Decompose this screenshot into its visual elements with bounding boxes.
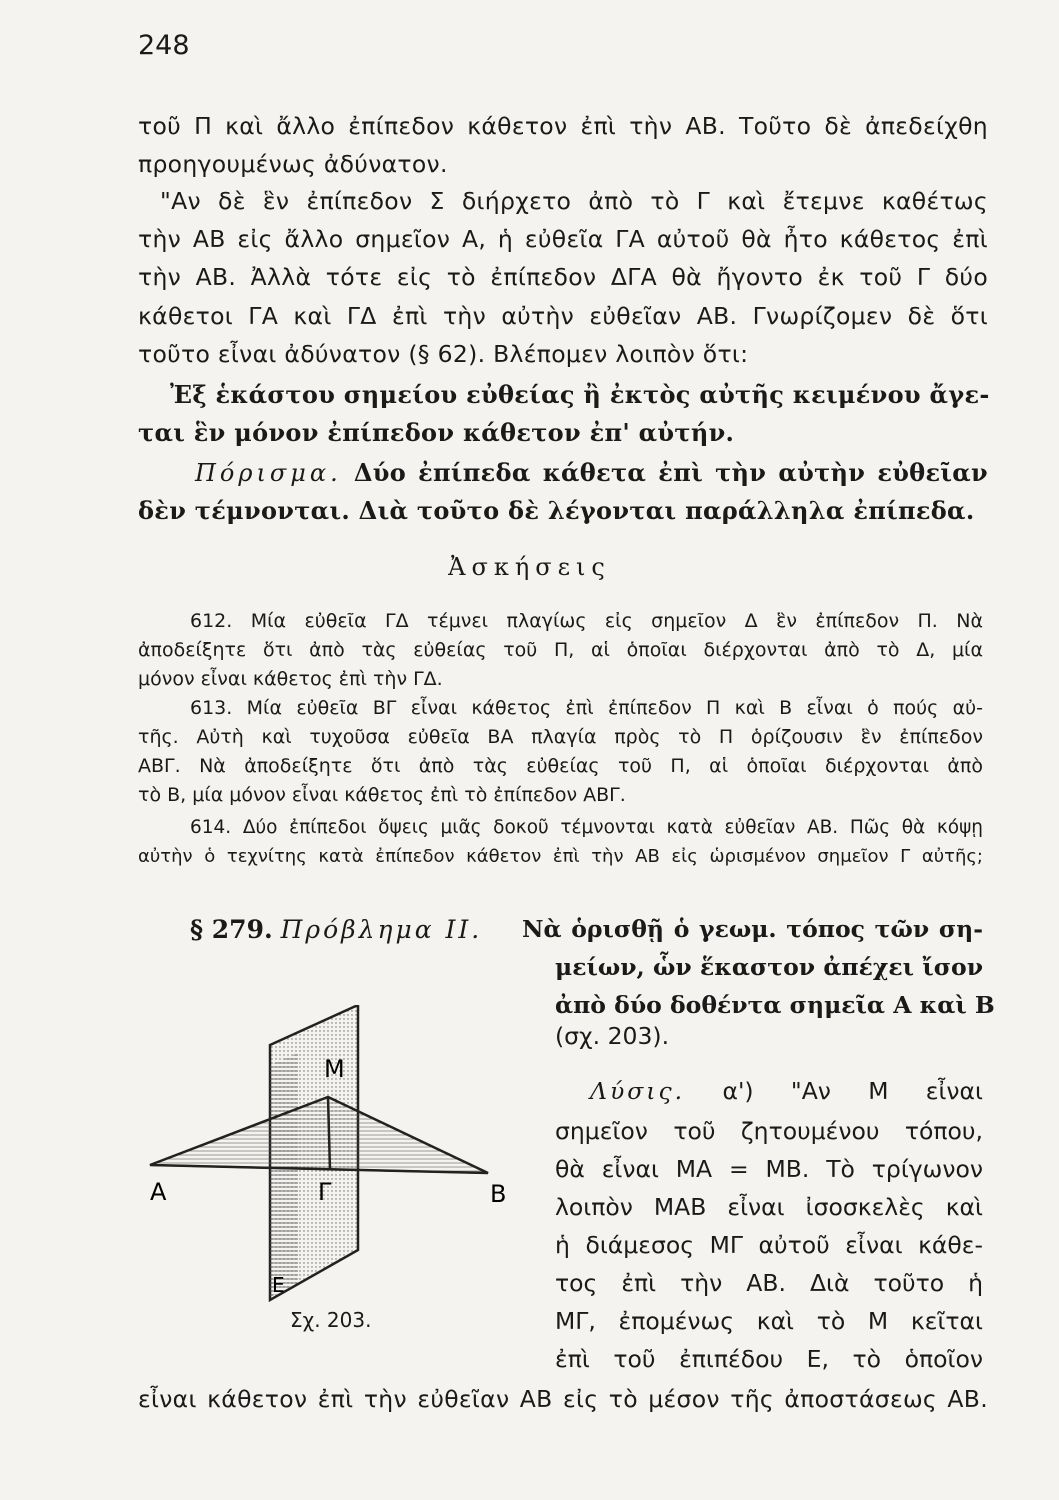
theorem-line: ται ἓν μόνον ἐπίπεδον κάθετον ἐπ' αὐτήν.	[138, 418, 735, 447]
solution-label: Λύσις.	[590, 1077, 686, 1105]
solution-line: σημεῖον τοῦ ζητουμένου τόπου,	[555, 1117, 983, 1145]
figure-caption: Σχ. 203.	[290, 1308, 372, 1332]
problem-title-line: Νὰ ὁρισθῇ ὁ γεωμ. τόπος τῶν ση-	[522, 915, 983, 943]
exercise-line: ΑΒΓ. Νὰ ἀποδείξητε ὅτι ἀπὸ τὰς εὐθείας τοῦ Π, αἱ ὁποῖαι διέρχονται ἀπὸ	[138, 755, 983, 777]
exercises-heading: Ἀσκήσεις	[448, 553, 611, 581]
label-b: Β	[490, 1180, 507, 1208]
corollary-text: Δύο ἐπίπεδα κάθετα ἐπὶ τὴν αὐτὴν εὐθεῖαν	[353, 458, 988, 487]
problem-title-line: μείων, ὧν ἕκαστον ἀπέχει ἴσον	[555, 953, 983, 981]
paragraph-line: κάθετοι ΓΑ καὶ ΓΔ ἐπὶ τὴν αὐτὴν εὐθεῖαν ΑΒ. Γνωρίζομεν δὲ ὅτι	[138, 302, 988, 330]
plane-e-shade	[270, 1053, 298, 1297]
paragraph-line: τοῦ Π καὶ ἄλλο ἐπίπεδον κάθετον ἐπὶ τὴν ΑΒ. Τοῦτο δὲ ἀπεδείχθη	[138, 112, 988, 140]
solution-line: ἡ διάμεσος ΜΓ αὐτοῦ εἶναι κάθε-	[555, 1231, 983, 1259]
solution-line: θὰ εἶναι ΜΑ = ΜΒ. Τὸ τρίγωνον	[555, 1155, 983, 1183]
solution-line: ΜΓ, ἐπομένως καὶ τὸ Μ κεῖται	[555, 1307, 983, 1335]
exercise-line: τῆς. Αὐτὴ καὶ τυχοῦσα εὐθεῖα ΒΑ πλαγία πρὸς τὸ Π ὁρίζουσιν ἓν ἐπίπεδον	[138, 726, 983, 748]
corollary-line	[195, 458, 988, 487]
theorem-line: Ἐξ ἑκάστου σημείου εὐθείας ἢ ἐκτὸς αὐτῆς κειμένου ἄγε-	[170, 380, 990, 409]
exercise-line: 612. Μία εὐθεῖα ΓΔ τέμνει πλαγίως εἰς σημεῖον Δ ἓν ἐπίπεδον Π. Νὰ	[190, 610, 983, 632]
solution-line: τος ἐπὶ τὴν ΑΒ. Διὰ τοῦτο ἡ	[555, 1269, 983, 1297]
solution-line: λοιπὸν ΜΑΒ εἶναι ἰσοσκελὲς καὶ	[555, 1193, 983, 1221]
exercise-line: ἀποδείξητε ὅτι ἀπὸ τὰς εὐθείας τοῦ Π, αἱ ὁποῖαι διέρχονται ἀπὸ τὸ Δ, μία	[138, 639, 983, 661]
paragraph-line: προηγουμένως ἀδύνατον.	[138, 150, 448, 178]
label-g: Γ	[318, 1178, 332, 1206]
corollary-label: Πόρισμα.	[195, 459, 342, 487]
label-m: Μ	[324, 1055, 345, 1083]
corollary-line: δὲν τέμνονται. Διὰ τοῦτο δὲ λέγονται παράλληλα ἐπίπεδα.	[138, 496, 975, 525]
solution-line	[590, 1077, 983, 1105]
exercise-line: 614. Δύο ἐπίπεδοι ὄψεις μιᾶς δοκοῦ τέμνονται κατὰ εὐθεῖαν ΑΒ. Πῶς θὰ κόψῃ	[190, 817, 983, 838]
figure-203	[138, 1005, 518, 1325]
exercise-line: 613. Μία εὐθεῖα ΒΓ εἶναι κάθετος ἐπὶ ἐπίπεδον Π καὶ Β εἶναι ὁ πούς αὐ-	[190, 697, 983, 719]
solution-last-line: εἶναι κάθετον ἐπὶ τὴν εὐθεῖαν ΑΒ εἰς τὸ μέσον τῆς ἀποστάσεως ΑΒ.	[138, 1385, 988, 1413]
problem-title-line: ἀπὸ δύο δοθέντα σημεῖα Α καὶ Β	[555, 991, 995, 1019]
figure-reference: (σχ. 203).	[555, 1022, 670, 1050]
section-heading	[190, 915, 482, 944]
exercise-line: αὐτὴν ὁ τεχνίτης κατὰ ἐπίπεδον κάθετον ἐπὶ τὴν ΑΒ εἰς ὡρισμένον σημεῖον Γ αὐτῆς;	[138, 846, 983, 867]
paragraph-line: "Αν δὲ ἓν ἐπίπεδον Σ διήρχετο ἀπὸ τὸ Γ καὶ ἔτεμνε καθέτως	[160, 187, 988, 215]
problem-label: Πρόβλημα ΙΙ.	[280, 915, 483, 944]
exercise-line: τὸ Β, μία μόνον εἶναι κάθετος ἐπὶ τὸ ἐπίπεδον ΑΒΓ.	[138, 784, 626, 806]
label-a: Α	[150, 1178, 167, 1206]
paragraph-line: τοῦτο εἶναι ἀδύνατον (§ 62). Βλέπομεν λοιπὸν ὅτι:	[138, 340, 749, 368]
paragraph-line: τὴν ΑΒ εἰς ἄλλο σημεῖον Α, ἡ εὐθεῖα ΓΑ αὐτοῦ θὰ ἦτο κάθετος ἐπὶ	[138, 225, 988, 253]
triangle-mab	[150, 1097, 488, 1173]
exercise-line: μόνον εἶναι κάθετος ἐπὶ τὴν ΓΔ.	[138, 668, 443, 690]
label-e: Ε	[272, 1273, 285, 1297]
paragraph-line: τὴν ΑΒ. Ἀλλὰ τότε εἰς τὸ ἐπίπεδον ΔΓΑ θὰ ἤγοντο ἐκ τοῦ Γ δύο	[138, 263, 988, 291]
page-number: 248	[138, 30, 190, 61]
section-number: § 279.	[190, 915, 273, 944]
solution-line: ἐπὶ τοῦ ἐπιπέδου Ε, τὸ ὁποῖον	[555, 1345, 983, 1373]
solution-text: α') "Αν Μ εἶναι	[722, 1077, 983, 1105]
